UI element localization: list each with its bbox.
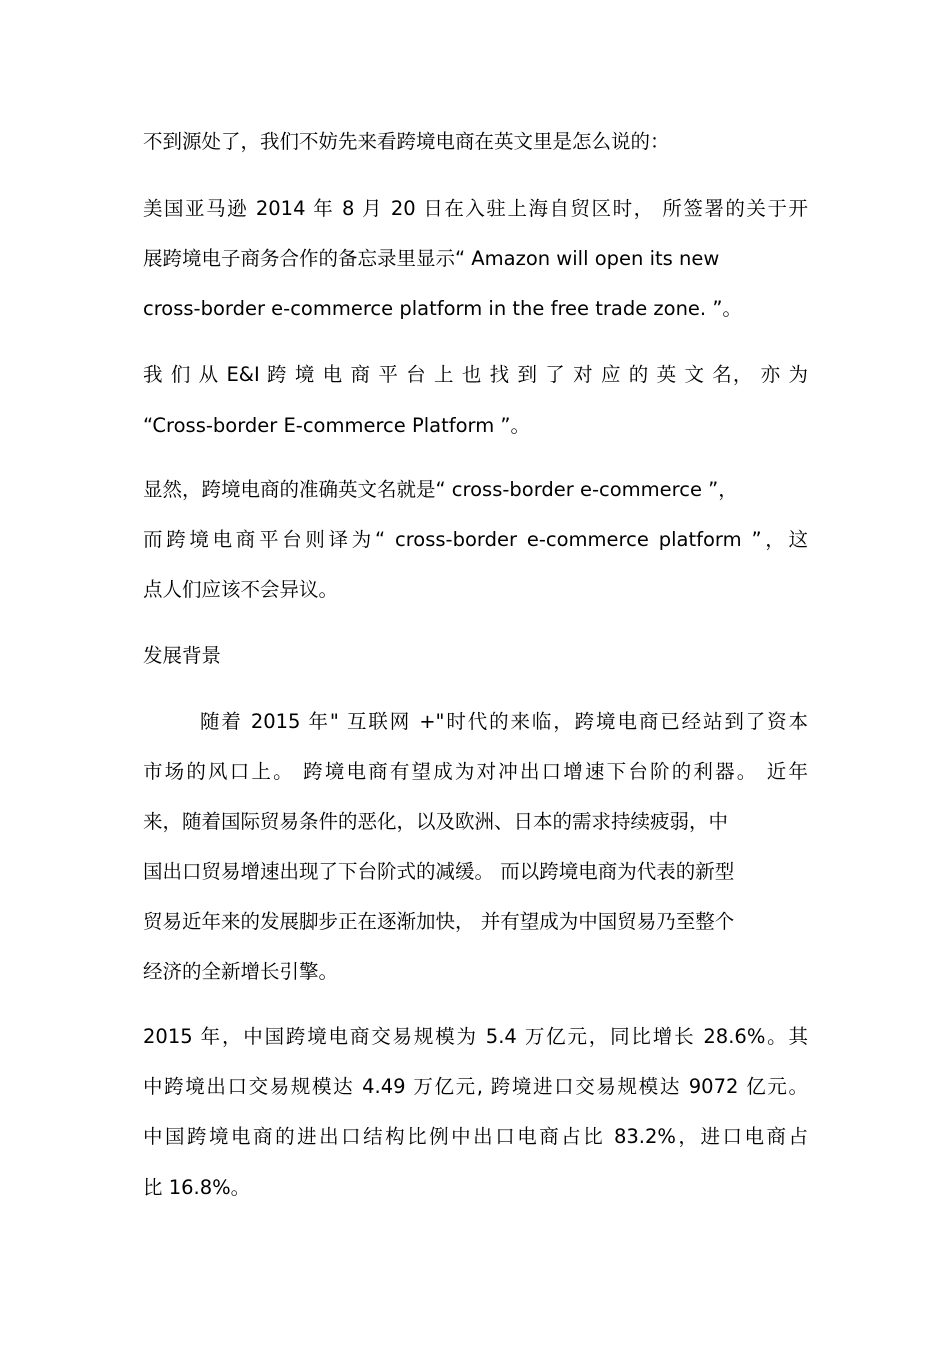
text-line: 市场的风口上。 跨境电商有望成为对冲出口增速下台阶的利器。 近年 (143, 760, 808, 783)
text-line: 贸易近年来的发展脚步正在逐渐加快， 并有望成为中国贸易乃至整个 (143, 910, 735, 933)
text-line: 美国亚马逊 2014 年 8 月 20 日在入驻上海自贸区时， 所签署的关于开 (143, 197, 808, 220)
text-line: 显然，跨境电商的准确英文名就是“ cross-border e-commerce ”， (143, 478, 738, 501)
text-line: 经济的全新增长引擎。 (143, 960, 339, 983)
text-line: 点人们应该不会异议。 (143, 578, 339, 601)
text-line: 中国跨境电商的进出口结构比例中出口电商占比 83.2%，进口电商占 (143, 1125, 808, 1148)
text-line: 国出口贸易增速出现了下台阶式的减缓。 而以跨境电商为代表的新型 (143, 860, 735, 883)
section-heading: 发展背景 (143, 644, 222, 667)
text-line: “Cross-border E-commerce Platform ”。 (143, 414, 531, 437)
text-line: cross-border e-commerce platform in the free trade zone. ”。 (143, 297, 742, 320)
text-line: 2015 年，中国跨境电商交易规模为 5.4 万亿元，同比增长 28.6%。其 (143, 1025, 808, 1048)
text-line: 来，随着国际贸易条件的恶化，以及欧洲、日本的需求持续疲弱，中 (143, 810, 729, 833)
text-line: 随着 2015 年" 互联网 +"时代的来临，跨境电商已经站到了资本 (200, 710, 808, 733)
text-line: 展跨境电子商务合作的备忘录里显示“ Amazon will open its new (143, 247, 720, 270)
text-line: 中跨境出口交易规模达 4.49 万亿元, 跨境进口交易规模达 9072 亿元。 (143, 1075, 808, 1098)
text-line: 不到源处了，我们不妨先来看跨境电商在英文里是怎么说的： (143, 130, 670, 153)
text-line: 而跨境电商平台则译为“ cross-border e-commerce platform ”，这 (143, 528, 808, 551)
text-line: 我 们 从 E&I 跨 境 电 商 平 台 上 也 找 到 了 对 应 的 英 文 名， 亦 为 (143, 363, 808, 386)
text-line: 比 16.8%。 (143, 1176, 251, 1199)
